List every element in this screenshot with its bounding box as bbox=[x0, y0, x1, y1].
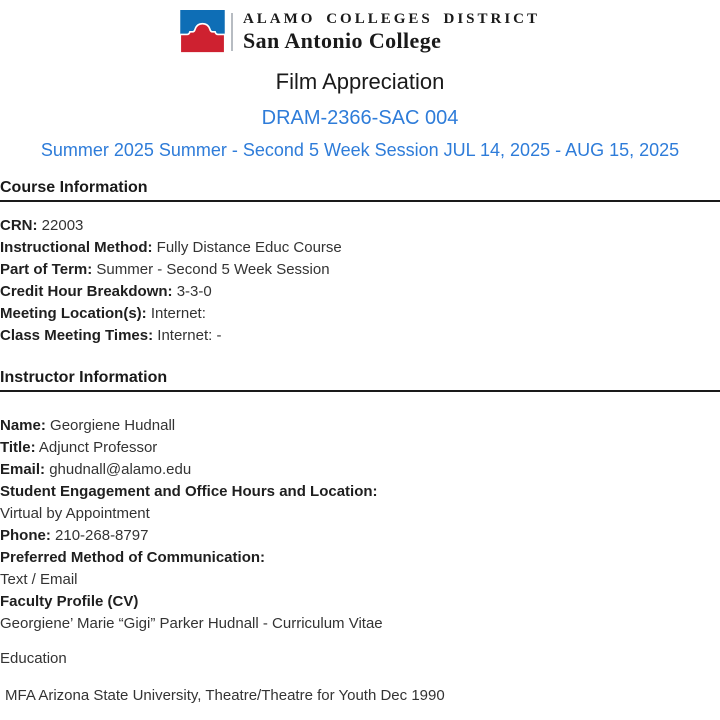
field-row bbox=[0, 259, 720, 281]
field-label: CRN: bbox=[0, 217, 38, 234]
field-label: Class Meeting Times: bbox=[0, 327, 154, 344]
field-label: Email: bbox=[0, 461, 46, 478]
field-label: Name: bbox=[0, 417, 46, 434]
course-session: Summer 2025 Summer - Second 5 Week Session JUL 14, 2025 - AUG 15, 2025 bbox=[40, 140, 680, 160]
field-value: Summer - Second 5 Week Session bbox=[96, 261, 330, 278]
brand-header bbox=[0, 10, 720, 53]
field-label: Credit Hour Breakdown: bbox=[0, 283, 173, 300]
field-row bbox=[0, 325, 720, 347]
college-name: San Antonio College bbox=[242, 27, 442, 53]
instructor-information-heading: Instructor Information bbox=[0, 368, 720, 392]
field-value: Fully Distance Educ Course bbox=[156, 239, 342, 256]
field-row bbox=[0, 547, 720, 591]
field-row bbox=[0, 437, 720, 459]
field-value: 22003 bbox=[41, 217, 84, 234]
field-label: Title: bbox=[0, 439, 36, 456]
field-row bbox=[0, 303, 720, 325]
field-label: Meeting Location(s): bbox=[0, 305, 147, 322]
brand-wordmark bbox=[243, 11, 540, 53]
field-value: Virtual by Appointment bbox=[0, 505, 150, 522]
field-label: Instructional Method: bbox=[0, 239, 153, 256]
field-row bbox=[0, 281, 720, 303]
field-row bbox=[0, 591, 720, 635]
course-information-fields bbox=[0, 215, 720, 347]
field-value: Georgiene Hudnall bbox=[50, 417, 176, 434]
education-entry: MFA Arizona State University, Theatre/Theatre for Youth Dec 1990 bbox=[5, 687, 445, 704]
field-label: Faculty Profile (CV) bbox=[0, 593, 139, 610]
field-row bbox=[0, 459, 720, 481]
field-value: ghudnall@alamo.edu bbox=[49, 461, 192, 478]
alamo-mission-icon bbox=[180, 10, 225, 53]
field-value: Internet: bbox=[150, 305, 206, 322]
course-information-heading: Course Information bbox=[0, 178, 720, 202]
course-title: Film Appreciation bbox=[275, 69, 445, 94]
field-label: Part of Term: bbox=[0, 261, 93, 278]
field-value: 210-268-8797 bbox=[55, 527, 149, 544]
field-label: Phone: bbox=[0, 527, 51, 544]
district-name: ALAMO COLLEGES DISTRICT bbox=[242, 10, 541, 27]
field-value: Adjunct Professor bbox=[38, 439, 158, 456]
education-heading: Education bbox=[0, 650, 67, 667]
field-label: Preferred Method of Communication: bbox=[0, 549, 266, 566]
brand-divider bbox=[231, 13, 233, 51]
instructor-information-fields bbox=[0, 415, 720, 635]
field-row bbox=[0, 481, 720, 525]
field-value: Text / Email bbox=[0, 571, 78, 588]
field-row bbox=[0, 215, 720, 237]
field-row bbox=[0, 237, 720, 259]
field-row bbox=[0, 525, 720, 547]
course-code: DRAM-2366-SAC 004 bbox=[261, 107, 459, 129]
field-row bbox=[0, 415, 720, 437]
field-value: 3-3-0 bbox=[176, 283, 212, 300]
field-value: Georgiene’ Marie “Gigi” Parker Hudnall - Curriculum Vitae bbox=[0, 615, 383, 632]
field-value: Internet: - bbox=[157, 327, 222, 344]
field-label: Student Engagement and Office Hours and Location: bbox=[0, 483, 378, 500]
